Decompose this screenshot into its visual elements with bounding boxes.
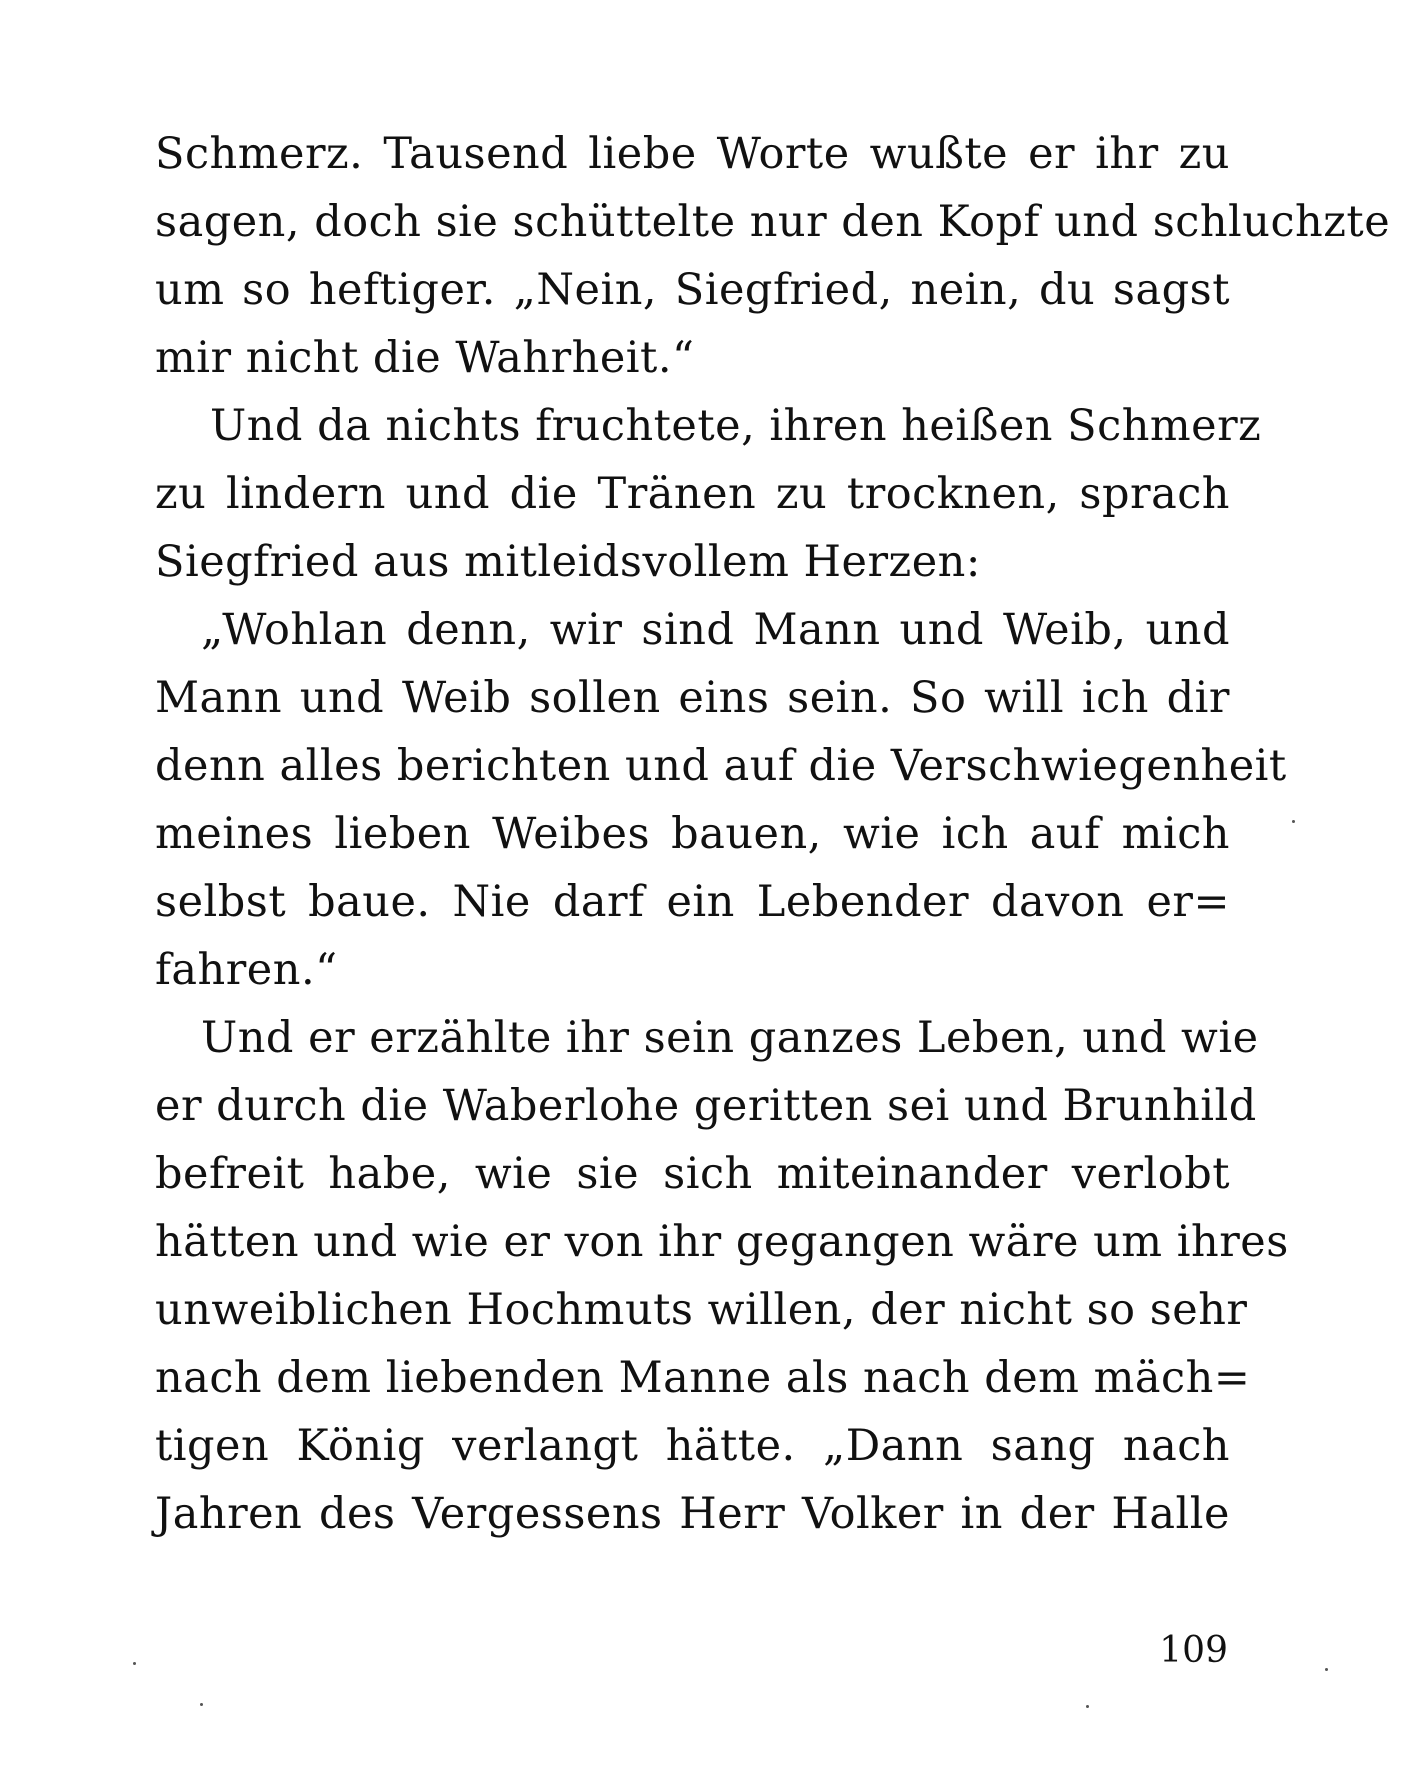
text-line: tigen König verlangt hätte. „Dann sang nach [155, 1421, 1230, 1471]
page-number: 109 [1159, 1630, 1228, 1671]
text-line: um so heftiger. „Nein, Siegfried, nein, du sagst [155, 265, 1230, 315]
text-line: zu lindern und die Tränen zu trocknen, sprach [155, 469, 1230, 519]
text-line: denn alles berichten und auf die Verschwiegenheit [155, 741, 1287, 791]
text-line: hätten und wie er von ihr gegangen wäre um ihres [155, 1217, 1289, 1267]
text-line: Schmerz. Tausend liebe Worte wußte er ihr zu [155, 129, 1230, 179]
text-line: nach dem liebenden Manne als nach dem mäch= [155, 1353, 1251, 1403]
scan-speck [1292, 820, 1295, 823]
text-line: „Wohlan denn, wir sind Mann und Weib, und [201, 605, 1230, 655]
text-line: Siegfried aus mitleidsvollem Herzen: [155, 537, 981, 587]
text-line: Jahren des Vergessens Herr Volker in der Halle [155, 1489, 1230, 1539]
text-line: Und da nichts fruchtete, ihren heißen Schmerz [210, 401, 1262, 451]
text-line: meines lieben Weibes bauen, wie ich auf mich [155, 809, 1230, 859]
scan-speck [1086, 1705, 1089, 1708]
body-text [155, 120, 1391, 1548]
scan-speck [1325, 1668, 1328, 1671]
text-line: mir nicht die Wahrheit.“ [155, 333, 695, 383]
text-line: befreit habe, wie sie sich miteinander verlobt [155, 1149, 1230, 1199]
text-line: Mann und Weib sollen eins sein. So will ich dir [155, 673, 1230, 723]
text-line: selbst baue. Nie darf ein Lebender davon er= [155, 877, 1230, 927]
text-line: fahren.“ [155, 945, 338, 995]
scan-speck [200, 1703, 203, 1706]
text-line: er durch die Waberlohe geritten sei und Brunhild [155, 1081, 1257, 1131]
text-line: unweiblichen Hochmuts willen, der nicht so sehr [155, 1285, 1248, 1335]
text-line: Und er erzählte ihr sein ganzes Leben, und wie [201, 1013, 1259, 1063]
scan-speck [133, 1662, 136, 1665]
text-line: sagen, doch sie schüttelte nur den Kopf und schluchzte [155, 197, 1391, 247]
